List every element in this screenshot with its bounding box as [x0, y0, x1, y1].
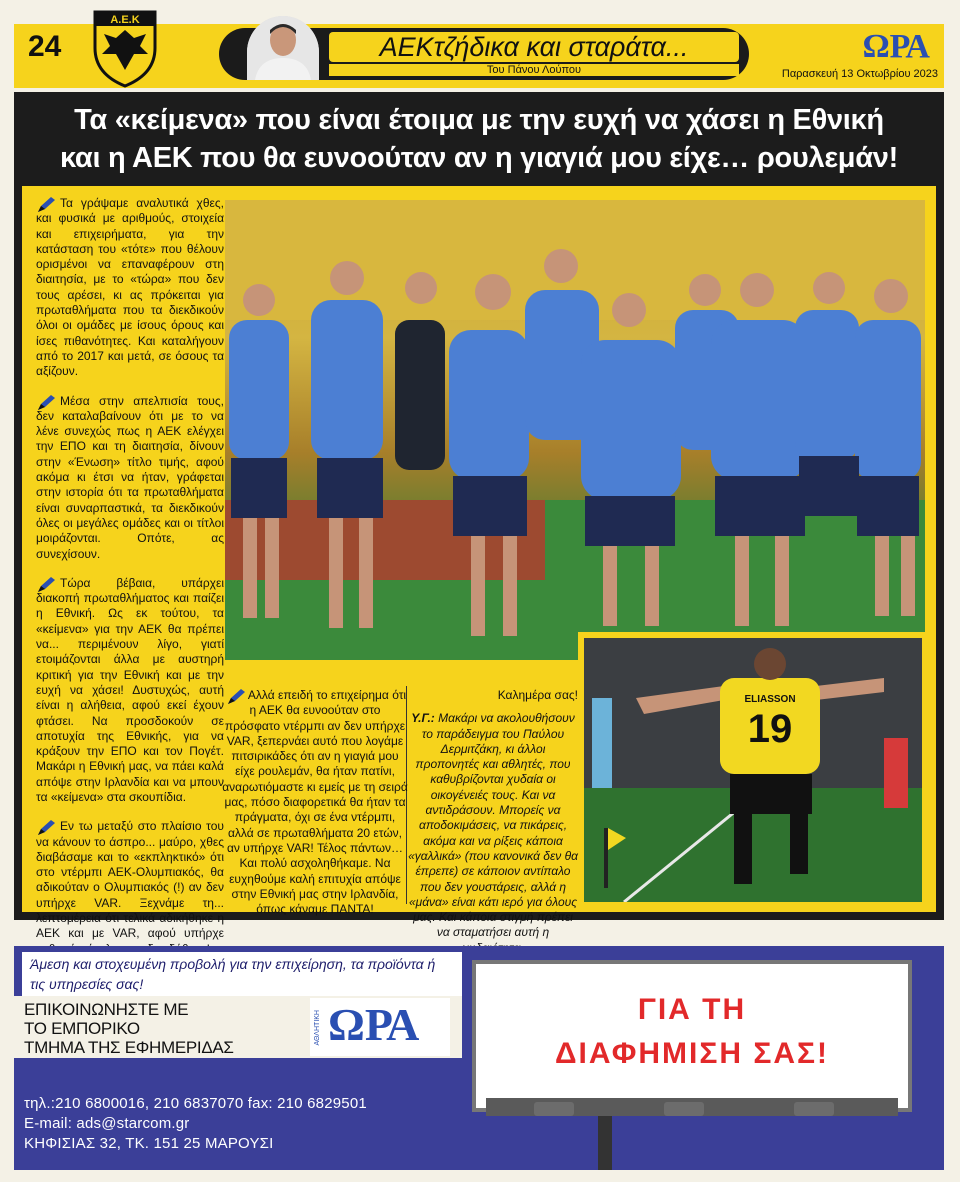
paragraph	[36, 576, 224, 805]
paragraph-text: Τα γράψαμε αναλυτικά χθες, και φυσικά με αριθμούς, στοιχεία και επιχειρήματα, για την κατάσταση του «τότε» που θέλουν ορισμένοι να επαναφέρουν στη διαιτησία, με το «τώρα» που δεν τους αρέσει, κι ας πρόκειται για πρωταθλήματα που τα διεκδικούν όλοι οι ομάδες με ίσους όρους και ίσες πιθανότητες. Και καταλήγουν από το 2017 και μετά, σε όσους τα αξίζουν.	[36, 196, 224, 379]
headline	[14, 92, 944, 186]
headline-line-1: Τα «κείμενα» που είναι έτοιμα με την ευχή να χάσει η Εθνική	[74, 104, 884, 136]
issue-date: Παρασκευή 13 Οκτωβρίου 2023	[781, 68, 938, 80]
jersey-number: 19	[747, 707, 793, 751]
ad-contact-line: ΤΜΗΜΑ ΤΗΣ ΕΦΗΜΕΡΙΔΑΣ	[24, 1038, 234, 1057]
column-author: Του Πάνου Λούπου	[329, 64, 739, 76]
postscript-text: Μακάρι να ακολουθήσουν το παράδειγμα του Παύλου Δερμιτζάκη, κι άλλοι προπονητές και αθλητές, που καθυβρίζονται χυδαία οι οικογένειές τους. Και να αντιδράσουν. Μπορείς να αποδοκιμάσεις, να πικάρεις, ακόμα και να ρίξεις κάποια «γαλλικά» (που κανονικά δεν θα έπρεπε) σε κάποιον αντίπαλο που δεν γουστάρεις, αλλά η «μάνα» είναι κάτι ιερό για όλους μας. Και κάποια στιγμή πρέπει να σταματήσει αυτή η	[408, 711, 578, 940]
billboard-lamp-icon	[794, 1102, 834, 1116]
page-number: 24	[28, 30, 62, 63]
headline-line-2: και η ΑΕΚ που θα ευνοούταν αν η γιαγιά μου είχε… ρουλεμάν!	[60, 142, 898, 174]
billboard-text	[476, 988, 908, 1076]
ad-contact-details	[24, 1094, 367, 1154]
ad-contact-line: ΤΟ ΕΜΠΟΡΙΚΟ	[24, 1019, 140, 1038]
article-left-column	[36, 196, 224, 971]
ad-brand-logo	[310, 998, 450, 1056]
pen-icon	[36, 576, 56, 594]
billboard-post	[598, 1116, 612, 1170]
ad-logo-text: ΩΡΑ	[328, 999, 420, 1050]
aek-crest-icon	[90, 8, 160, 88]
article-panel	[14, 186, 944, 941]
billboard-line: ΔΙΑΦΗΜΙΣΗ ΣΑΣ!	[554, 1037, 830, 1070]
column-title: ΑΕΚτζήδικα και σταράτα...	[329, 32, 739, 62]
paragraph-text: Εν τω μεταξύ στο πλαίσιο του να κάνουν το άσπρο... μαύρο, χθες διαβάσαμε και το «εκπληκτικό» ότι στο ντέρμπι ΑΕΚ-Ολυμπιακός, θα αδικούταν ο Ολυμπιακός (!) αν δεν υπήρχε VAR. Ξεχνάμε τη... λεπτομέρεια ότι τελικά αδικήθηκε η ΑΕΚ και με VAR, αφού υπήρχε	[36, 819, 224, 941]
pen-icon	[36, 394, 56, 412]
jersey-name: ELIASSON	[744, 694, 796, 705]
billboard-lamp-icon	[534, 1102, 574, 1116]
pen-icon	[36, 819, 56, 837]
ad-address: ΚΗΦΙΣΙΑΣ 32, ΤΚ. 151 25 ΜΑΡΟΥΣΙ	[24, 1135, 274, 1152]
brand-logo: ΩΡΑ	[862, 28, 930, 65]
column-banner	[219, 28, 749, 80]
billboard-lamp-icon	[664, 1102, 704, 1116]
postscript-label: Υ.Γ.:	[411, 711, 435, 726]
paragraph-text: Μέσα στην απελπισία τους, δεν καταλαβαίνουν ότι με το να λένε συνεχώς πως η ΑΕΚ ελέγχει την ΕΠΟ και τη διαιτησία, δίνουν στην «Ένωση» τίτλο τιμής, αφού ακόμα κι έτσι να ήταν, γράφεται στην ιστορία ότι τα πρωταθλήματα είναι συναρπαστικά, τα διεκδικούν όλες οι μεγάλες ομάδες και οι τίτλοι μοιράζονται. Οπότε, ας συνεχίσουν.	[36, 393, 224, 561]
advertisement	[14, 946, 944, 1170]
pen-icon	[36, 196, 56, 214]
billboard-line: ΓΙΑ ΤΗ	[637, 993, 747, 1026]
svg-text:Α.Ε.Κ: Α.Ε.Κ	[110, 14, 140, 26]
article-middle-column	[222, 688, 408, 917]
page-header	[14, 14, 944, 88]
ad-billboard	[472, 960, 912, 1112]
team-training-photo	[225, 200, 925, 660]
paragraph	[36, 196, 224, 380]
paragraph	[36, 394, 224, 562]
article-body	[22, 186, 936, 941]
ad-contact-text	[24, 1000, 234, 1057]
ad-logo-subtitle: ΑΘΛΗΤΙΚΗ	[314, 1010, 321, 1046]
ad-contact-line: ΕΠΙΚΟΙΝΩΝΗΣΤΕ ΜΕ	[24, 1000, 189, 1019]
ad-phone: τηλ.:210 6800016, 210 6837070 fax: 210 6829501	[24, 1095, 367, 1112]
author-avatar	[247, 16, 319, 80]
greeting: Καλημέρα σας!	[497, 688, 578, 702]
paragraph-text: Αλλά επειδή το επιχείρημα ότι η ΑΕΚ θα ευνοούταν στο πρόσφατο ντέρμπι αν δεν υπήρχε VAR, ξεπερνάει αυτό που λογάμε πιτσιρικάδες ότι αν η γιαγιά μου είχε ρουλεμάν, θα ήταν πατίνι, αναρωτιόμαστε κι εμείς με τη σειρά μας, πόσο διαφορετικά θα ήταν τα πράγματα, όχι σε ένα ντέρμπι, αλλά σε πρωταθλήματα 20 ετών, αν υπήρχε VAR! Τέλος πάντων… Και πολύ ασχοληθήκαμε. Να ευχηθούμε καλή επιτυχία απόψε στην Εθνική μας στην Ιρλανδία, όπως κάναμε ΠΑΝΤΑ!	[222, 688, 408, 917]
ad-tagline: Άμεση και στοχευμένη προβολή για την επιχείρηση, τα προϊόντα ή τις υπηρεσίες σας!	[22, 952, 462, 996]
ad-contact-box	[14, 996, 462, 1058]
paragraph-text: Τώρα βέβαια, υπάρχει διακοπή πρωταθλήματος και παίζει η Εθνική. Ως εκ τούτου, τα «κείμενα» για την ΑΕΚ θα πρέπει να... περιμένουν λίγο, γιατί ετοιμάζονται άλλα με αυστηρή κριτική για την Εθνική και με την ευχή να χάσει! Δυστυχώς, αυτή είναι η αλήθεια, αφού εκεί έχουν φτάσει. Να προσδοκούν σε αποτυχία της Εθνικής, για να κράξουν την ΕΠΟ και τον Πογέτ. Μακάρι η Εθνική μας, να πάει καλά απόψε στην Ιρλανδία και να μπουν τα «κείμενα» στα σκουπίδια.	[36, 575, 224, 804]
player-celebration-photo	[578, 632, 928, 908]
article-right-column	[408, 688, 578, 956]
paragraph	[36, 819, 224, 957]
ad-email: E-mail: ads@starcom.gr	[24, 1115, 190, 1132]
postscript	[408, 711, 578, 956]
pen-icon	[226, 688, 246, 706]
